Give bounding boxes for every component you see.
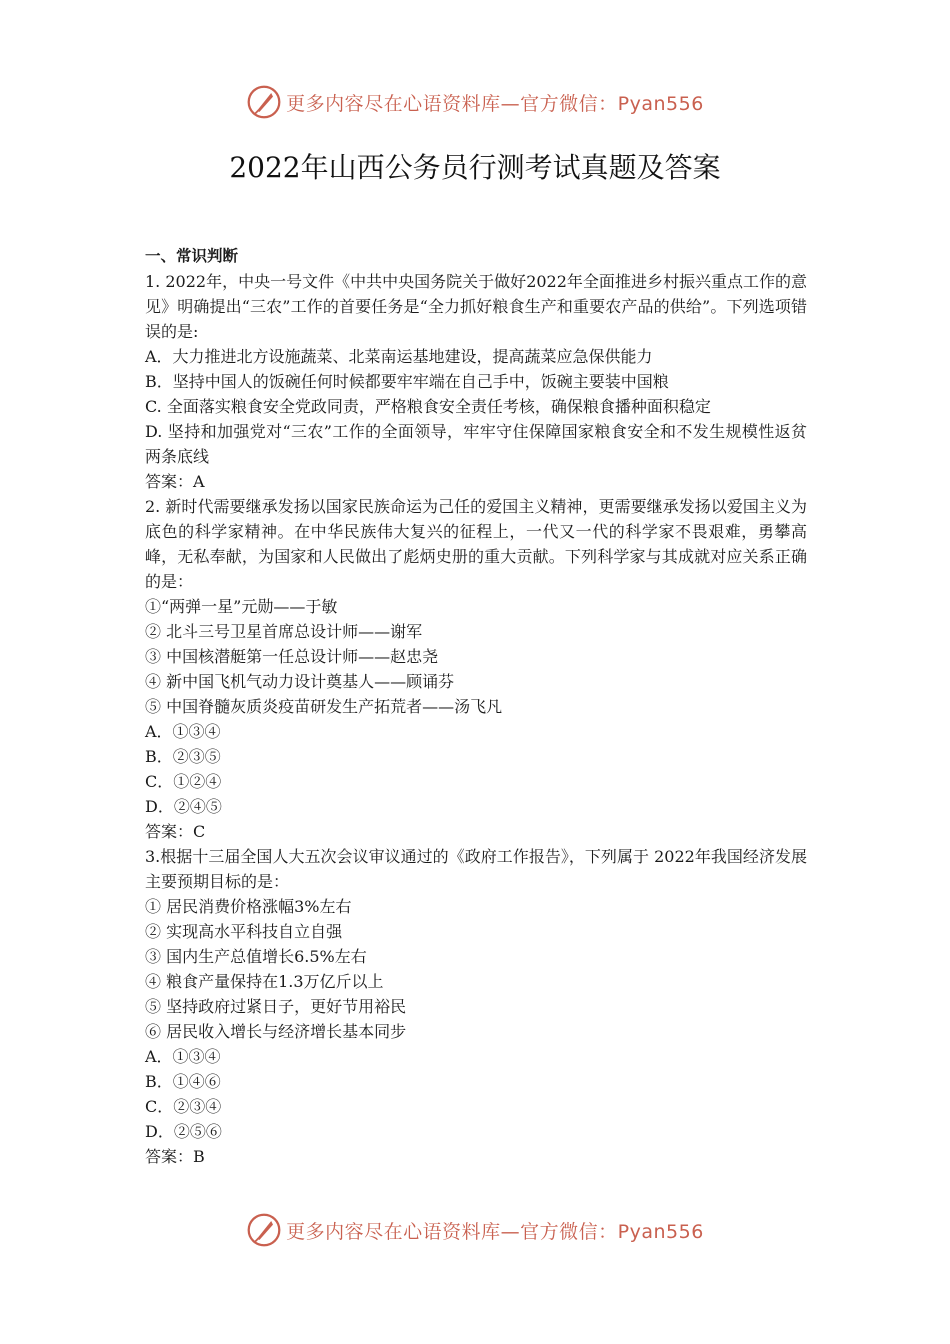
footer-watermark-banner [0,1208,950,1252]
option-a: A．①③④ [145,722,221,741]
statement-item: ① 居民消费价格涨幅3%左右 [145,897,352,916]
footer-watermark-text: 更多内容尽在心语资料库—官方微信：Pyan556 [286,1220,704,1243]
header-watermark-text: 更多内容尽在心语资料库—官方微信：Pyan556 [286,92,704,115]
question-2 [145,494,807,844]
document-title: 2022年山西公务员行测考试真题及答案 [229,151,721,184]
question-stem: 1. 2022年，中央一号文件《中共中央国务院关于做好2022年全面推进乡村振兴重点工作的意见》明确提出“三农”工作的首要任务是“全力抓好粮食生产和重要农产品的供给”。下列选项错误的是: [145,272,807,341]
quill-logo-icon [246,1212,282,1248]
statement-item: ①“两弹一星”元勋——于敏 [145,597,338,616]
statement-item: ⑥ 居民收入增长与经济增长基本同步 [145,1022,407,1041]
statement-item: ⑤ 坚持政府过紧日子，更好节用裕民 [145,997,407,1016]
quill-logo-icon [246,84,282,120]
document-body [145,244,807,1169]
statement-item: ⑤ 中国脊髓灰质炎疫苗研发生产拓荒者——汤飞凡 [145,697,503,716]
question-3 [145,844,807,1169]
statement-item: ③ 国内生产总值增长6.5%左右 [145,947,367,966]
question-1 [145,269,807,494]
section-heading: 一、常识判断 [145,247,239,265]
answer: 答案：B [145,1147,205,1166]
statement-item: ② 实现高水平科技自立自强 [145,922,343,941]
option-a: A．①③④ [145,1047,221,1066]
option-d: D．②⑤⑥ [145,1122,222,1141]
statement-item: ② 北斗三号卫星首席总设计师——谢军 [145,622,423,641]
statement-item: ③ 中国核潜艇第一任总设计师——赵忠尧 [145,647,439,666]
option-c: C．①②④ [145,772,222,791]
option-b: B．②③⑤ [145,747,221,766]
question-stem: 3.根据十三届全国人大五次会议审议通过的《政府工作报告》，下列属于 2022年我国经济发展主要预期目标的是： [145,847,807,891]
option-c: C. 全面落实粮食安全党政同责，严格粮食安全责任考核，确保粮食播种面积稳定 [145,397,711,416]
option-a: A．大力推进北方设施蔬菜、北菜南运基地建设，提高蔬菜应急保供能力 [145,347,653,366]
header-watermark-banner [0,80,950,124]
statement-item: ④ 粮食产量保持在1.3万亿斤以上 [145,972,384,991]
option-c: C．②③④ [145,1097,222,1116]
answer: 答案：C [145,822,206,841]
option-b: B．①④⑥ [145,1072,221,1091]
statement-item: ④ 新中国飞机气动力设计奠基人——顾诵芬 [145,672,455,691]
option-b: B．坚持中国人的饭碗任何时候都要牢牢端在自己手中，饭碗主要装中国粮 [145,372,669,391]
answer: 答案：A [145,472,205,491]
option-d: D. 坚持和加强党对“三农”工作的全面领导，牢牢守住保障国家粮食安全和不发生规模性返贫两条底线 [145,422,807,466]
question-stem: 2. 新时代需要继承发扬以国家民族命运为己任的爱国主义精神，更需要继承发扬以爱国主义为底色的科学家精神。在中华民族伟大复兴的征程上，一代又一代的科学家不畏艰难，勇攀高峰，无私奉献，为国家和人民做出了彪炳史册的重大贡献。下列科学家与其成就对应关系正确的是： [145,497,807,591]
option-d: D．②④⑤ [145,797,222,816]
